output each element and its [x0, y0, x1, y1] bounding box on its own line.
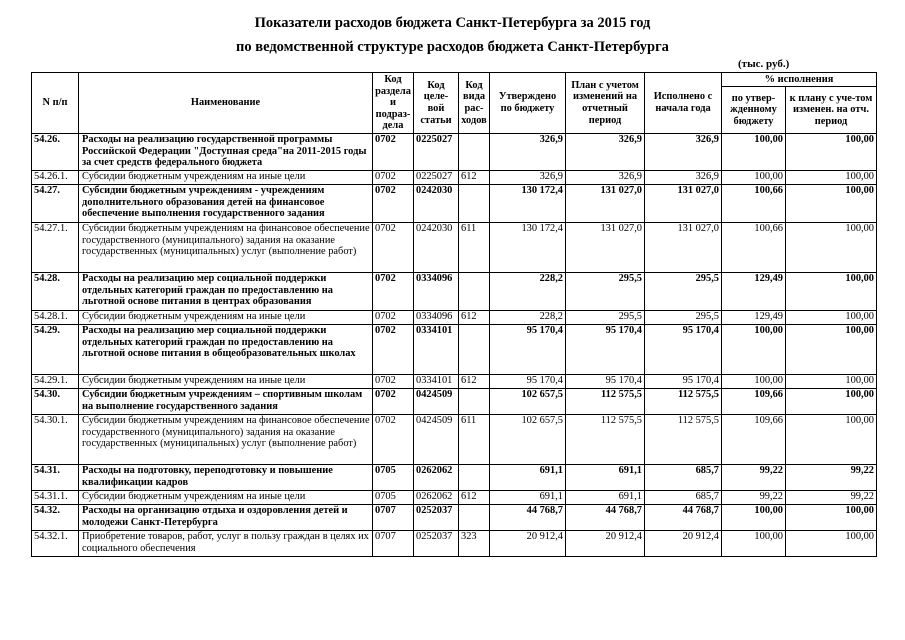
row-executed: 131 027,0: [645, 185, 722, 223]
page-title: Показатели расходов бюджета Санкт-Петербурга за 2015 год: [254, 15, 651, 31]
row-plan: 326,9: [566, 134, 645, 171]
table-row: [32, 531, 877, 557]
header-executed: Исполнено с начала года: [645, 73, 722, 134]
row-vid: 611: [459, 415, 490, 465]
table-row: [32, 415, 877, 465]
table-row: [32, 505, 877, 531]
table-row: [32, 134, 877, 171]
row-name: Расходы на реализацию государственной программы Российской Федерации "Доступная среда"на 2011-2015 годы за счет средств федерального бюджета: [79, 134, 373, 171]
row-num: 54.30.: [32, 389, 79, 415]
row-statya: 0252037: [414, 505, 459, 531]
header-vid: Код вида рас-ходов: [459, 73, 490, 134]
row-statya: 0334096: [414, 273, 459, 311]
row-statya: 0334096: [414, 311, 459, 325]
row-executed: 44 768,7: [645, 505, 722, 531]
row-vid: [459, 325, 490, 375]
row-razdel: 0702: [373, 415, 414, 465]
row-pct-approved: 100,00: [722, 375, 786, 389]
row-statya: 0252037: [414, 531, 459, 557]
row-name: Субсидии бюджетным учреждениям на финансовое обеспечение государственного (муниципального) задания на оказание государственных (муниципальных) услуг (выполнение работ): [79, 415, 373, 465]
row-executed: 685,7: [645, 491, 722, 505]
budget-table: [31, 72, 877, 557]
row-razdel: 0702: [373, 389, 414, 415]
row-num: 54.32.1.: [32, 531, 79, 557]
header-approved: Утверждено по бюджету: [490, 73, 566, 134]
row-name: Субсидии бюджетным учреждениям на иные цели: [79, 171, 373, 185]
header-pct-approved: по утвер-жденному бюджету: [722, 87, 786, 134]
row-vid: 612: [459, 171, 490, 185]
row-executed: 131 027,0: [645, 223, 722, 273]
row-executed: 295,5: [645, 311, 722, 325]
row-name: Субсидии бюджетным учреждениям на финансовое обеспечение государственного (муниципального) задания на оказание государственных (муниципальных) услуг (выполнение работ): [79, 223, 373, 273]
row-num: 54.26.: [32, 134, 79, 171]
row-name: Приобретение товаров, работ, услуг в пользу граждан в целях их социального обеспечения: [79, 531, 373, 557]
row-plan: 295,5: [566, 273, 645, 311]
header-num: N п/п: [32, 73, 79, 134]
row-num: 54.28.1.: [32, 311, 79, 325]
row-pct-approved: 100,00: [722, 505, 786, 531]
row-approved: 95 170,4: [490, 325, 566, 375]
row-approved: 44 768,7: [490, 505, 566, 531]
row-plan: 326,9: [566, 171, 645, 185]
row-approved: 20 912,4: [490, 531, 566, 557]
row-plan: 95 170,4: [566, 375, 645, 389]
row-approved: 102 657,5: [490, 415, 566, 465]
row-razdel: 0707: [373, 531, 414, 557]
row-executed: 112 575,5: [645, 415, 722, 465]
row-vid: 323: [459, 531, 490, 557]
row-pct-approved: 109,66: [722, 389, 786, 415]
table-row: [32, 389, 877, 415]
row-razdel: 0702: [373, 171, 414, 185]
row-pct-plan: 100,00: [786, 223, 877, 273]
row-vid: 611: [459, 223, 490, 273]
row-vid: 612: [459, 311, 490, 325]
row-executed: 685,7: [645, 465, 722, 491]
row-razdel: 0702: [373, 273, 414, 311]
row-razdel: 0702: [373, 185, 414, 223]
row-pct-plan: 99,22: [786, 465, 877, 491]
row-vid: [459, 465, 490, 491]
row-plan: 95 170,4: [566, 325, 645, 375]
row-plan: 112 575,5: [566, 389, 645, 415]
row-executed: 20 912,4: [645, 531, 722, 557]
row-statya: 0242030: [414, 185, 459, 223]
row-executed: 112 575,5: [645, 389, 722, 415]
row-razdel: 0705: [373, 465, 414, 491]
row-num: 54.26.1.: [32, 171, 79, 185]
row-vid: [459, 505, 490, 531]
row-pct-approved: 100,66: [722, 185, 786, 223]
row-num: 54.30.1.: [32, 415, 79, 465]
row-pct-plan: 100,00: [786, 531, 877, 557]
table-row: [32, 311, 877, 325]
row-plan: 44 768,7: [566, 505, 645, 531]
row-statya: 0225027: [414, 134, 459, 171]
row-pct-plan: 100,00: [786, 415, 877, 465]
row-razdel: 0702: [373, 311, 414, 325]
row-statya: 0225027: [414, 171, 459, 185]
row-approved: 326,9: [490, 134, 566, 171]
row-approved: 130 172,4: [490, 185, 566, 223]
row-pct-approved: 100,00: [722, 171, 786, 185]
row-name: Субсидии бюджетным учреждениям - учреждениям дополнительного образования детей на финансовое обеспечение выполнения государственного задания: [79, 185, 373, 223]
header-name: Наименование: [79, 73, 373, 134]
row-plan: 131 027,0: [566, 223, 645, 273]
header-statya: Код целе-вой статьи: [414, 73, 459, 134]
row-pct-approved: 129,49: [722, 273, 786, 311]
header-pct-plan: к плану с уче-том изменен. на отч. период: [786, 87, 877, 134]
row-executed: 295,5: [645, 273, 722, 311]
row-name: Субсидии бюджетным учреждениям – спортивным школам на выполнение государственного задания: [79, 389, 373, 415]
table-row: [32, 171, 877, 185]
row-razdel: 0705: [373, 491, 414, 505]
row-pct-plan: 100,00: [786, 185, 877, 223]
row-name: Расходы на организацию отдыха и оздоровления детей и молодежи Санкт-Петербурга: [79, 505, 373, 531]
row-pct-approved: 99,22: [722, 465, 786, 491]
row-pct-approved: 99,22: [722, 491, 786, 505]
row-statya: 0242030: [414, 223, 459, 273]
row-executed: 326,9: [645, 134, 722, 171]
row-executed: 95 170,4: [645, 325, 722, 375]
row-name: Расходы на реализацию мер социальной поддержки отдельных категорий граждан по предоставлению на льготной основе питания в центрах образования: [79, 273, 373, 311]
header-plan: План с учетом изменений на отчетный период: [566, 73, 645, 134]
row-razdel: 0702: [373, 134, 414, 171]
row-num: 54.29.1.: [32, 375, 79, 389]
header-pct-group: % исполнения: [722, 73, 877, 87]
row-num: 54.27.1.: [32, 223, 79, 273]
row-approved: 228,2: [490, 273, 566, 311]
row-statya: 0262062: [414, 491, 459, 505]
row-pct-plan: 100,00: [786, 311, 877, 325]
table-row: [32, 325, 877, 375]
row-name: Субсидии бюджетным учреждениям на иные цели: [79, 375, 373, 389]
row-approved: 691,1: [490, 491, 566, 505]
row-num: 54.32.: [32, 505, 79, 531]
row-approved: 228,2: [490, 311, 566, 325]
row-plan: 691,1: [566, 491, 645, 505]
row-executed: 326,9: [645, 171, 722, 185]
row-name: Расходы на реализацию мер социальной поддержки отдельных категорий граждан по предоставлению на льготной основе питания в общеобразовательных школах: [79, 325, 373, 375]
row-num: 54.31.: [32, 465, 79, 491]
row-statya: 0424509: [414, 389, 459, 415]
row-statya: 0334101: [414, 325, 459, 375]
row-num: 54.27.: [32, 185, 79, 223]
table-row: [32, 185, 877, 223]
row-pct-approved: 100,66: [722, 223, 786, 273]
row-plan: 691,1: [566, 465, 645, 491]
row-statya: 0334101: [414, 375, 459, 389]
row-approved: 691,1: [490, 465, 566, 491]
row-statya: 0424509: [414, 415, 459, 465]
table-row: [32, 273, 877, 311]
row-num: 54.29.: [32, 325, 79, 375]
row-vid: 612: [459, 375, 490, 389]
row-pct-approved: 109,66: [722, 415, 786, 465]
row-executed: 95 170,4: [645, 375, 722, 389]
row-pct-approved: 100,00: [722, 531, 786, 557]
row-pct-approved: 100,00: [722, 134, 786, 171]
row-num: 54.28.: [32, 273, 79, 311]
row-plan: 131 027,0: [566, 185, 645, 223]
row-approved: 326,9: [490, 171, 566, 185]
row-razdel: 0702: [373, 325, 414, 375]
row-vid: [459, 185, 490, 223]
row-razdel: 0702: [373, 375, 414, 389]
row-pct-plan: 100,00: [786, 134, 877, 171]
row-num: 54.31.1.: [32, 491, 79, 505]
row-plan: 112 575,5: [566, 415, 645, 465]
row-pct-approved: 129,49: [722, 311, 786, 325]
row-plan: 20 912,4: [566, 531, 645, 557]
table-row: [32, 465, 877, 491]
row-vid: [459, 134, 490, 171]
row-name: Субсидии бюджетным учреждениям на иные цели: [79, 491, 373, 505]
row-razdel: 0702: [373, 223, 414, 273]
row-razdel: 0707: [373, 505, 414, 531]
row-plan: 295,5: [566, 311, 645, 325]
row-pct-plan: 100,00: [786, 273, 877, 311]
row-pct-plan: 100,00: [786, 375, 877, 389]
row-vid: [459, 389, 490, 415]
row-statya: 0262062: [414, 465, 459, 491]
row-name: Расходы на подготовку, переподготовку и повышение квалификации кадров: [79, 465, 373, 491]
page-subtitle: по ведомственной структуре расходов бюджета Санкт-Петербурга: [236, 39, 669, 55]
table-row: [32, 491, 877, 505]
row-pct-approved: 100,00: [722, 325, 786, 375]
row-vid: [459, 273, 490, 311]
row-pct-plan: 100,00: [786, 505, 877, 531]
row-pct-plan: 100,00: [786, 325, 877, 375]
row-approved: 102 657,5: [490, 389, 566, 415]
row-approved: 95 170,4: [490, 375, 566, 389]
table-body: [32, 134, 877, 557]
table-row: [32, 375, 877, 389]
row-pct-plan: 99,22: [786, 491, 877, 505]
row-approved: 130 172,4: [490, 223, 566, 273]
unit-label: (тыс. руб.): [738, 58, 790, 70]
header-razdel: Код раздела и подраз-дела: [373, 73, 414, 134]
row-pct-plan: 100,00: [786, 171, 877, 185]
row-vid: 612: [459, 491, 490, 505]
table-row: [32, 223, 877, 273]
row-name: Субсидии бюджетным учреждениям на иные цели: [79, 311, 373, 325]
row-pct-plan: 100,00: [786, 389, 877, 415]
